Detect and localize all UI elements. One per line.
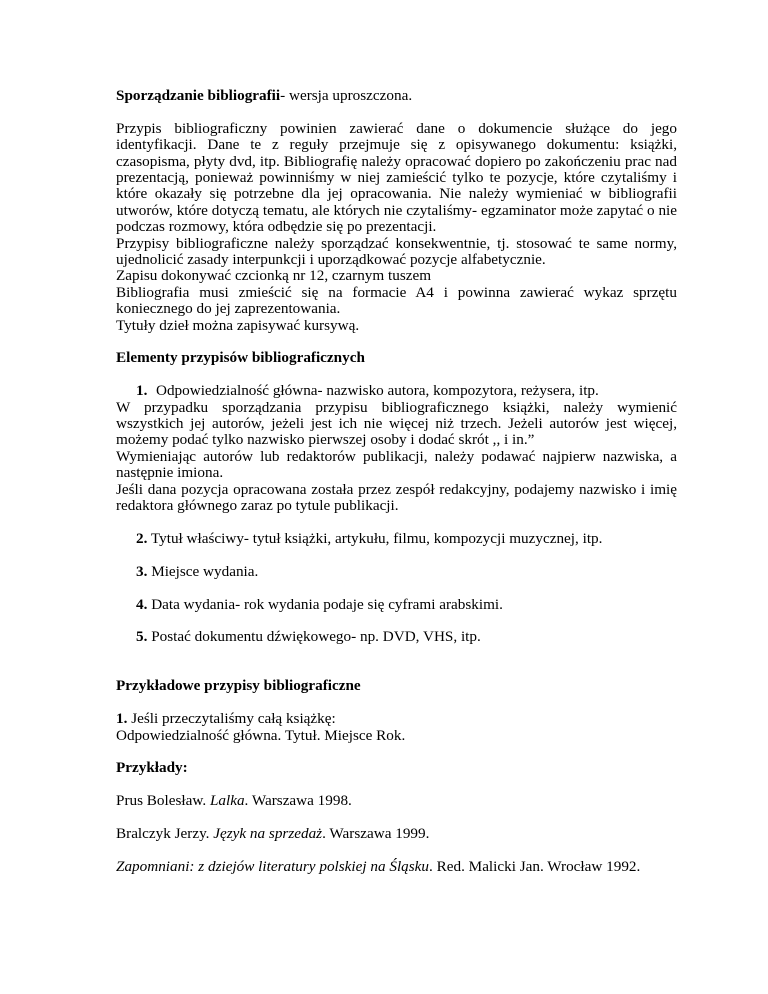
document-title xyxy=(116,88,677,104)
intro-paragraph-5: Tytuły dzieł można zapisywać kursywą. xyxy=(116,316,360,334)
list-item-5 xyxy=(116,629,677,645)
intro-paragraph-4: Bibliografia musi zmieścić się na formacie A4 i powinna zawierać wykaz sprzętu koniecznego do jej zaprezentowania. xyxy=(116,283,677,318)
intro-paragraph-1: Przypis bibliograficzny powinien zawierać dane o dokumencie służące do jego identyfikacji. Dane te z reguły przejmuje się z opisywanego dokumentu: książki, czasopisma, płyty dvd, itp. Bibliografię należy opracować dopiero po zakończeniu prac nad prezentacją, ponieważ powinniśmy w niej zamieścić tylko te pozycje, które czytaliśmy i które okazały się potrzebne dla jej opracowania. Nie należy wymieniać w bibliografii utworów, które dotyczą tematu, ale których nie czytaliśmy- egzaminator może zapytać o nie podczas rozmowy, która odbędzie się po prezentacji. xyxy=(116,119,677,236)
examples-heading xyxy=(116,678,677,694)
example1-text: Jeśli przeczytaliśmy całą książkę: xyxy=(127,710,336,728)
entry1-title: Lalka xyxy=(209,792,245,810)
elements-heading-text: Elementy przypisów bibliograficznych xyxy=(116,349,365,367)
list-item-2 xyxy=(116,531,677,547)
list-item-3 xyxy=(116,564,677,580)
examples-heading-text: Przykładowe przypisy bibliograficzne xyxy=(116,677,361,695)
elements-heading xyxy=(116,350,677,366)
intro-paragraph-2: Przypisy bibliograficzne należy sporządzać konsekwentnie, tj. stosować te same normy, ujednolicić zasady interpunkcji i uporządkować pozycje alfabetycznie. xyxy=(116,234,677,269)
item1-detail-3: Jeśli dana pozycja opracowana została przez zespół redakcyjny, podajemy nazwisko i imię redaktora głównego zaraz po tytule publikacji. xyxy=(116,480,677,515)
bibliography-entry xyxy=(116,859,677,875)
item1-text: Odpowiedzialność główna- nazwisko autora, kompozytora, reżysera, itp. xyxy=(156,382,599,400)
item2-number: 2. xyxy=(136,529,148,547)
entry1-author: Prus Bolesław. xyxy=(116,792,210,810)
document-page xyxy=(116,88,677,875)
bibliography-entry xyxy=(116,793,677,809)
item2-text: Tytuł właściwy- tytuł książki, artykułu, filmu, kompozycji muzycznej, itp. xyxy=(147,529,603,547)
intro-paragraph-3: Zapisu dokonywać czcionką nr 12, czarnym tuszem xyxy=(116,267,432,285)
examples-label-text: Przykłady: xyxy=(116,759,188,777)
item4-text: Data wydania- rok wydania podaje się cyframi arabskimi. xyxy=(147,595,503,613)
entry2-title: Język na sprzedaż xyxy=(213,825,323,843)
list-item-4 xyxy=(116,597,677,613)
item3-text: Miejsce wydania. xyxy=(147,562,259,580)
entry1-place-year: . Warszawa 1998. xyxy=(244,792,352,810)
entry2-author: Bralczyk Jerzy. xyxy=(116,825,214,843)
item5-text: Postać dokumentu dźwiękowego- np. DVD, VHS, itp. xyxy=(147,628,481,646)
item3-number: 3. xyxy=(136,562,148,580)
examples-label xyxy=(116,760,677,776)
item1-number: 1. xyxy=(136,382,148,400)
title-rest: - wersja uproszczona. xyxy=(280,87,413,104)
example-1 xyxy=(116,711,677,727)
item4-number: 4. xyxy=(136,595,148,613)
entry3-place-year: . Red. Malicki Jan. Wrocław 1992. xyxy=(429,857,641,875)
example1-pattern: Odpowiedzialność główna. Tytuł. Miejsce Rok. xyxy=(116,726,406,744)
entry2-place-year: . Warszawa 1999. xyxy=(322,825,430,843)
item5-number: 5. xyxy=(136,628,148,646)
item1-detail-2: Wymieniając autorów lub redaktorów publikacji, należy podawać najpierw nazwiska, a następnie imiona. xyxy=(116,447,677,482)
list-item-1 xyxy=(116,383,677,514)
bibliography-entry xyxy=(116,826,677,842)
example1-number: 1. xyxy=(116,710,128,728)
title-bold: Sporządzanie bibliografii xyxy=(116,87,281,104)
entry3-title: Zapomniani: z dziejów literatury polskiej na Śląsku xyxy=(116,857,430,875)
item1-detail-1: W przypadku sporządzania przypisu bibliograficznego książki, należy wymienić wszystkich jej autorów, jeżeli jest ich nie więcej niż trzech. Jeżeli autorów jest więcej, możemy podać tylko nazwisko pierwszej osoby i dodać skrót ,, i in.” xyxy=(116,398,677,449)
